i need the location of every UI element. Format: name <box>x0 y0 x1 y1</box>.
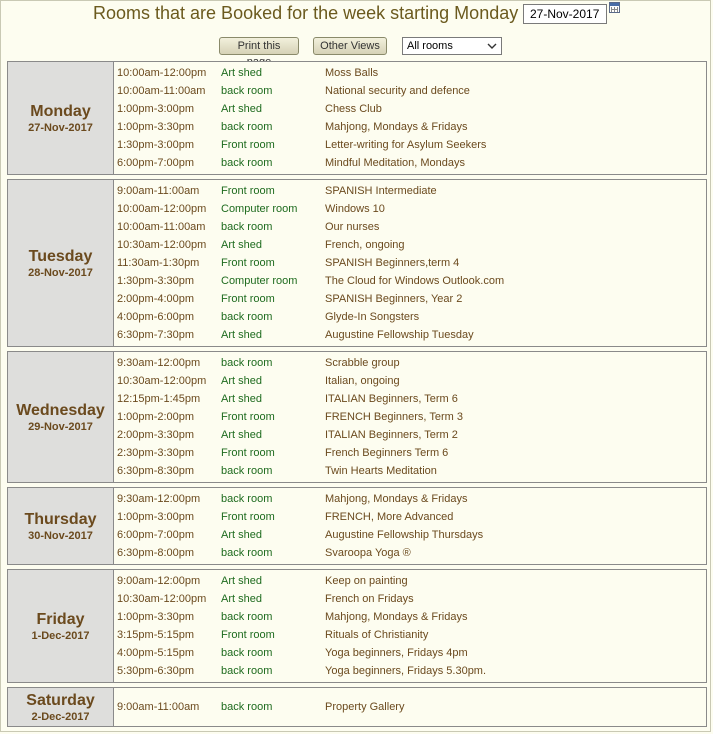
booking-event[interactable]: ITALIAN Beginners, Term 6 <box>325 393 458 405</box>
booking-room: back room <box>221 157 273 169</box>
booking-row <box>114 326 706 344</box>
room-filter-value: All rooms <box>407 40 453 52</box>
booking-room: Art shed <box>221 67 262 79</box>
booking-event[interactable]: Property Gallery <box>325 701 405 713</box>
booking-time: 10:30am-12:00pm <box>117 239 207 251</box>
booking-room: Art shed <box>221 239 262 251</box>
booking-event[interactable]: Chess Club <box>325 103 382 115</box>
booking-time: 6:30pm-7:30pm <box>117 329 195 341</box>
booking-event[interactable]: Yoga beginners, Fridays 5.30pm. <box>325 665 487 677</box>
booking-room: back room <box>221 701 273 713</box>
day-date: 30-Nov-2017 <box>28 529 93 542</box>
day-name: Tuesday <box>28 247 93 265</box>
booking-event[interactable]: FRENCH, More Advanced <box>325 511 454 523</box>
chevron-down-icon <box>487 41 497 51</box>
day-label <box>8 488 114 564</box>
booking-row <box>114 698 706 716</box>
booking-row <box>114 662 706 680</box>
week-start-date-input[interactable]: 27-Nov-2017 <box>523 4 607 24</box>
booking-room: Art shed <box>221 529 262 541</box>
booking-row <box>114 218 706 236</box>
booking-event[interactable]: Mahjong, Mondays & Fridays <box>325 121 468 133</box>
booking-time: 5:30pm-6:30pm <box>117 665 195 677</box>
booking-time: 4:00pm-5:15pm <box>117 647 195 659</box>
day-block-thursday <box>7 487 707 565</box>
booking-time: 9:00am-12:00pm <box>117 575 201 587</box>
booking-room: Front room <box>221 411 275 423</box>
booking-event[interactable]: The Cloud for Windows Outlook.com <box>325 275 505 287</box>
booking-row <box>114 408 706 426</box>
booking-row <box>114 490 706 508</box>
booking-event[interactable]: Mindful Meditation, Mondays <box>325 157 466 169</box>
booking-time: 11:30am-1:30pm <box>117 257 200 269</box>
booking-time: 10:00am-11:00am <box>117 85 206 97</box>
booking-time: 10:30am-12:00pm <box>117 375 207 387</box>
booking-room: back room <box>221 85 273 97</box>
booking-time: 4:00pm-6:00pm <box>117 311 195 323</box>
booking-event[interactable]: Italian, ongoing <box>325 375 400 387</box>
booking-time: 10:00am-11:00am <box>117 221 206 233</box>
booking-time: 1:30pm-3:30pm <box>117 275 195 287</box>
booking-event[interactable]: SPANISH Intermediate <box>325 185 437 197</box>
day-name: Thursday <box>24 510 97 528</box>
booking-row <box>114 626 706 644</box>
booking-event[interactable]: SPANISH Beginners,term 4 <box>325 257 460 269</box>
booking-room: Front room <box>221 447 275 459</box>
day-date: 28-Nov-2017 <box>28 266 93 279</box>
booking-event[interactable]: Augustine Fellowship Thursdays <box>325 529 484 541</box>
day-label <box>8 570 114 682</box>
booking-row <box>114 254 706 272</box>
booking-room: Front room <box>221 139 275 151</box>
day-date: 2-Dec-2017 <box>31 710 90 723</box>
booking-event[interactable]: Svaroopa Yoga ® <box>325 547 411 559</box>
booking-event[interactable]: National security and defence <box>325 85 470 97</box>
day-label <box>8 688 114 726</box>
booking-event[interactable]: Yoga beginners, Fridays 4pm <box>325 647 468 659</box>
print-page-button[interactable]: Print this <box>219 37 299 55</box>
booking-row <box>114 290 706 308</box>
booking-time: 10:30am-12:00pm <box>117 593 207 605</box>
booking-row <box>114 608 706 626</box>
booking-event[interactable]: Scrabble group <box>325 357 400 369</box>
booking-row <box>114 444 706 462</box>
booking-list <box>114 572 706 680</box>
booking-room: back room <box>221 221 273 233</box>
booking-row <box>114 354 706 372</box>
booking-time: 10:00am-12:00pm <box>117 203 207 215</box>
booking-time: 10:00am-12:00pm <box>117 67 207 79</box>
booking-room: Art shed <box>221 429 262 441</box>
booking-room: back room <box>221 611 273 623</box>
booking-room: Art shed <box>221 375 262 387</box>
booking-room: Art shed <box>221 593 262 605</box>
booking-room: back room <box>221 357 273 369</box>
booking-event[interactable]: Rituals of Christianity <box>325 629 429 641</box>
booking-list <box>114 490 706 562</box>
booking-time: 9:30am-12:00pm <box>117 357 201 369</box>
booking-row <box>114 590 706 608</box>
day-label <box>8 62 114 174</box>
booking-row <box>114 644 706 662</box>
booking-room: Front room <box>221 629 275 641</box>
booking-row <box>114 100 706 118</box>
day-label <box>8 352 114 482</box>
day-name: Wednesday <box>16 401 105 419</box>
booking-time: 1:00pm-3:30pm <box>117 121 195 133</box>
booking-room: Computer room <box>221 275 298 287</box>
booking-time: 6:30pm-8:00pm <box>117 547 195 559</box>
other-views-button[interactable]: Other Views <box>313 37 387 55</box>
day-block-saturday <box>7 687 707 727</box>
booking-event[interactable]: Moss Balls <box>325 67 379 79</box>
booking-event[interactable]: Keep on painting <box>325 575 408 587</box>
booking-event[interactable]: Windows 10 <box>325 203 385 215</box>
booking-row <box>114 64 706 82</box>
booking-row <box>114 508 706 526</box>
booking-list <box>114 64 706 172</box>
day-name: Saturday <box>26 691 95 709</box>
booking-event[interactable]: SPANISH Beginners, Year 2 <box>325 293 463 305</box>
booking-room: Front room <box>221 293 275 305</box>
booking-time: 6:00pm-7:00pm <box>117 157 195 169</box>
booking-room: Art shed <box>221 329 262 341</box>
booking-time: 1:30pm-3:00pm <box>117 139 195 151</box>
booking-room: back room <box>221 647 273 659</box>
booking-row <box>114 390 706 408</box>
booking-event[interactable]: French, ongoing <box>325 239 405 251</box>
booking-time: 9:30am-12:00pm <box>117 493 201 505</box>
booking-event[interactable]: Mahjong, Mondays & Fridays <box>325 493 468 505</box>
booking-time: 2:00pm-3:30pm <box>117 429 195 441</box>
booking-list <box>114 354 706 480</box>
booking-event[interactable]: Twin Hearts Meditation <box>325 465 437 477</box>
day-block-tuesday <box>7 179 707 347</box>
booking-event[interactable]: ITALIAN Beginners, Term 2 <box>325 429 458 441</box>
booking-room: Front room <box>221 185 275 197</box>
booking-list <box>114 698 706 716</box>
booking-room: back room <box>221 493 273 505</box>
booking-row <box>114 526 706 544</box>
booking-time: 12:15pm-1:45pm <box>117 393 201 405</box>
booking-row <box>114 236 706 254</box>
booking-time: 9:00am-11:00am <box>117 185 200 197</box>
booking-row <box>114 200 706 218</box>
booking-row <box>114 82 706 100</box>
booking-event[interactable]: Augustine Fellowship Tuesday <box>325 329 474 341</box>
booking-room: Front room <box>221 257 275 269</box>
booking-row <box>114 308 706 326</box>
booking-time: 2:30pm-3:30pm <box>117 447 195 459</box>
booking-row <box>114 372 706 390</box>
booking-row <box>114 544 706 562</box>
booking-room: Art shed <box>221 393 262 405</box>
day-date: 1-Dec-2017 <box>31 629 90 642</box>
booking-room: back room <box>221 311 273 323</box>
booking-event[interactable]: French on Fridays <box>325 593 414 605</box>
booking-event[interactable]: Our nurses <box>325 221 380 233</box>
day-date: 29-Nov-2017 <box>28 420 93 433</box>
booking-event[interactable]: French Beginners Term 6 <box>325 447 449 459</box>
day-label <box>8 180 114 346</box>
calendar-icon[interactable] <box>609 2 620 13</box>
booking-row <box>114 426 706 444</box>
booking-time: 3:15pm-5:15pm <box>117 629 195 641</box>
booking-room: back room <box>221 665 273 677</box>
booking-room: back room <box>221 465 273 477</box>
booking-time: 1:00pm-3:30pm <box>117 611 195 623</box>
booking-row <box>114 272 706 290</box>
day-block-wednesday <box>7 351 707 483</box>
booking-event[interactable]: Mahjong, Mondays & Fridays <box>325 611 468 623</box>
booking-room: Front room <box>221 511 275 523</box>
booking-room: Computer room <box>221 203 298 215</box>
day-name: Friday <box>36 610 85 628</box>
booking-room: back room <box>221 547 273 559</box>
booking-time: 9:00am-11:00am <box>117 701 200 713</box>
booking-row <box>114 154 706 172</box>
booking-room: back room <box>221 121 273 133</box>
booking-row <box>114 462 706 480</box>
booking-room: Art shed <box>221 575 262 587</box>
booking-event[interactable]: Glyde-In Songsters <box>325 311 420 323</box>
booking-time: 6:00pm-7:00pm <box>117 529 195 541</box>
room-filter-select[interactable] <box>402 37 502 55</box>
day-block-friday <box>7 569 707 683</box>
booking-list <box>114 182 706 344</box>
booking-row <box>114 572 706 590</box>
booking-row <box>114 182 706 200</box>
booking-time: 1:00pm-3:00pm <box>117 103 195 115</box>
booking-row <box>114 136 706 154</box>
booking-time: 1:00pm-3:00pm <box>117 511 195 523</box>
booking-time: 1:00pm-2:00pm <box>117 411 195 423</box>
page-title: Rooms that are Booked for the week starting Monday <box>93 3 519 23</box>
day-date: 27-Nov-2017 <box>28 121 93 134</box>
booking-room: Art shed <box>221 103 262 115</box>
day-name: Monday <box>30 102 91 120</box>
day-block-monday <box>7 61 707 175</box>
booking-event[interactable]: FRENCH Beginners, Term 3 <box>325 411 463 423</box>
booking-event[interactable]: Letter-writing for Asylum Seekers <box>325 139 487 151</box>
booking-row <box>114 118 706 136</box>
booking-time: 2:00pm-4:00pm <box>117 293 195 305</box>
header <box>0 0 713 30</box>
booking-time: 6:30pm-8:30pm <box>117 465 195 477</box>
